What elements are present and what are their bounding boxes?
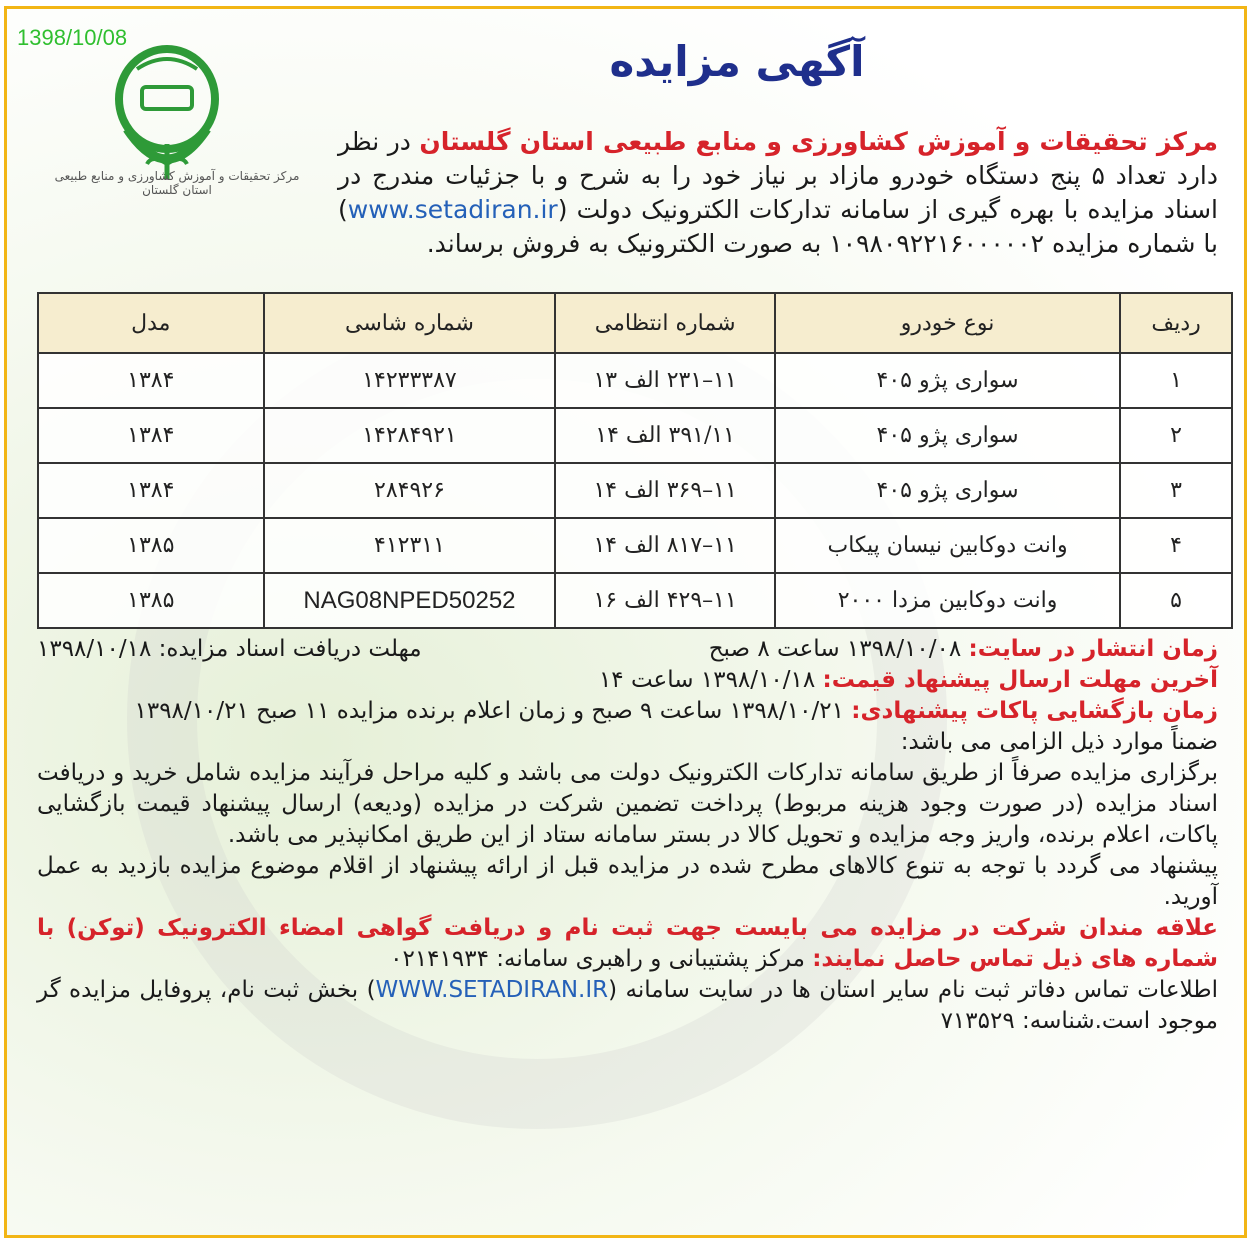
- opening-label: زمان بازگشایی پاکات پیشنهادی:: [851, 698, 1218, 724]
- header-model: مدل: [38, 293, 264, 353]
- header-plate-number: شماره انتظامی: [555, 293, 775, 353]
- cell-row-number: ۲: [1120, 408, 1232, 463]
- logo-subtitle: مرکز تحقیقات و آموزش کشاورزی و منابع طبیعی استان گلستان: [54, 169, 300, 197]
- notes-paragraph-1: برگزاری مزایده صرفاً از طریق سامانه تدارکات الکترونیک دولت می باشد و کلیه مراحل فرآیند مزایده شامل خرید و دریافت اسناد مزایده (در صورت وجود هزینه مربوط) پرداخت تضمین شرکت در مزایده (ودیعه) ارسال پیشنهاد قیمت بازگشایی پاکات، اعلام برنده، واریز وجه مزایده و تحویل کالا در بستر سامانه ستاد از این طریق امکانپذیر می باشد.: [37, 760, 1218, 848]
- cell-chassis-number: NAG08NPED50252: [264, 573, 556, 628]
- cell-plate-number: ۱۱–۲۳۱ الف ۱۳: [555, 353, 775, 408]
- publish-label: زمان انتشار در سایت:: [968, 636, 1218, 662]
- notes-intro: ضمناً موارد ذیل الزامی می باشد:: [900, 729, 1218, 755]
- cell-chassis-number: ۴۱۲۳۱۱: [264, 518, 556, 573]
- cell-plate-number: ۱۱–۸۱۷ الف ۱۴: [555, 518, 775, 573]
- table-row: [38, 573, 1232, 628]
- notes-paragraph-3: [37, 975, 1218, 1037]
- intro-text-2: ) با شماره مزایده ۱۰۹۸۰۹۲۲۱۶۰۰۰۰۰۲ به صورت الکترونیک به فروش برساند.: [338, 195, 1218, 258]
- cell-chassis-number: ۱۴۲۳۳۳۸۷: [264, 353, 556, 408]
- publish-value: ۱۳۹۸/۱۰/۰۸ ساعت ۸ صبح: [708, 636, 969, 662]
- table-row: [38, 353, 1232, 408]
- registration-line: [37, 913, 1218, 975]
- p3-text-2: ) بخش ثبت نام، پروفایل مزایده گر موجود است.شناسه: ۷۱۳۵۲۹: [37, 977, 1218, 1034]
- cell-model: ۱۳۸۴: [38, 408, 264, 463]
- header-chassis-number: شماره شاسی: [264, 293, 556, 353]
- cell-vehicle-type: سواری پژو ۴۰۵: [775, 353, 1120, 408]
- intro-text-1: در نظر دارد تعداد ۵ پنج دستگاه خودرو مازاد بر نیاز خود را به شرح و با جزئیات مندرج در اسناد مزایده با بهره گیری از سامانه تدارکات الکترونیک دولت (: [338, 127, 1218, 224]
- header-vehicle-type: نوع خودرو: [775, 293, 1120, 353]
- cell-row-number: ۵: [1120, 573, 1232, 628]
- date-stamp: 1398/10/08: [17, 25, 128, 50]
- auction-notice: [4, 6, 1247, 1238]
- cell-row-number: ۴: [1120, 518, 1232, 573]
- cell-model: ۱۳۸۴: [38, 463, 264, 518]
- p3-text-1: اطلاعات تماس دفاتر ثبت نام سایر استان ها در سایت سامانه (: [608, 977, 1218, 1003]
- intro-paragraph: [338, 125, 1218, 261]
- cell-row-number: ۳: [1120, 463, 1232, 518]
- cell-vehicle-type: سواری پژو ۴۰۵: [775, 463, 1120, 518]
- cell-model: ۱۳۸۵: [38, 573, 264, 628]
- bid-label: آخرین مهلت ارسال پیشنهاد قیمت:: [822, 667, 1218, 693]
- table-row: [38, 518, 1232, 573]
- setadiran-upper-link[interactable]: WWW.SETADIRAN.IR: [375, 977, 609, 1003]
- organization-name: مرکز تحقیقات و آموزش کشاورزی و منابع طبیعی استان گلستان: [419, 127, 1219, 156]
- vehicles-table: [37, 292, 1233, 629]
- setadiran-link[interactable]: www.setadiran.ir: [347, 195, 558, 224]
- page-title: آگهی مزایده: [609, 37, 865, 86]
- registration-notice: علاقه مندان شرکت در مزایده می بایست جهت ثبت نام و دریافت گواهی امضاء الکترونیک (توکن) با شماره های ذیل تماس حاصل نمایند:: [37, 915, 1218, 972]
- cell-vehicle-type: وانت دوکابین مزدا ۲۰۰۰: [775, 573, 1120, 628]
- cell-model: ۱۳۸۴: [38, 353, 264, 408]
- cell-model: ۱۳۸۵: [38, 518, 264, 573]
- header-row-number: ردیف: [1120, 293, 1232, 353]
- notes-paragraph-2: پیشنهاد می گردد با توجه به تنوع کالاهای مطرح شده در مزایده قبل از ارائه پیشنهاد از اقلام موضوع مزایده بازدید به عمل آورید.: [37, 853, 1218, 910]
- publish-line: [37, 634, 1218, 665]
- bid-deadline-line: [37, 665, 1218, 696]
- docs-deadline: مهلت دریافت اسناد مزایده: ۱۳۹۸/۱۰/۱۸: [37, 636, 422, 662]
- table-row: [38, 408, 1232, 463]
- table-header-row: [38, 293, 1232, 353]
- bid-value: ۱۳۹۸/۱۰/۱۸ ساعت ۱۴: [598, 667, 823, 693]
- cell-vehicle-type: سواری پژو ۴۰۵: [775, 408, 1120, 463]
- table-row: [38, 463, 1232, 518]
- notice-body: [37, 634, 1218, 1037]
- cell-vehicle-type: وانت دوکابین نیسان پیکاب: [775, 518, 1120, 573]
- cell-chassis-number: ۱۴۲۸۴۹۲۱: [264, 408, 556, 463]
- cell-chassis-number: ۲۸۴۹۲۶: [264, 463, 556, 518]
- cell-row-number: ۱: [1120, 353, 1232, 408]
- cell-plate-number: ۱۱–۴۲۹ الف ۱۶: [555, 573, 775, 628]
- cell-plate-number: ۱۱–۳۶۹ الف ۱۴: [555, 463, 775, 518]
- opening-value: ۱۳۹۸/۱۰/۲۱ ساعت ۹ صبح و زمان اعلام برنده مزایده ۱۱ صبح ۱۳۹۸/۱۰/۲۱: [134, 698, 852, 724]
- opening-line: [37, 696, 1218, 727]
- cell-plate-number: ۳۹۱/۱۱ الف ۱۴: [555, 408, 775, 463]
- support-contact: مرکز پشتیبانی و راهبری سامانه: ۰۲۱۴۱۹۳۴: [390, 946, 813, 972]
